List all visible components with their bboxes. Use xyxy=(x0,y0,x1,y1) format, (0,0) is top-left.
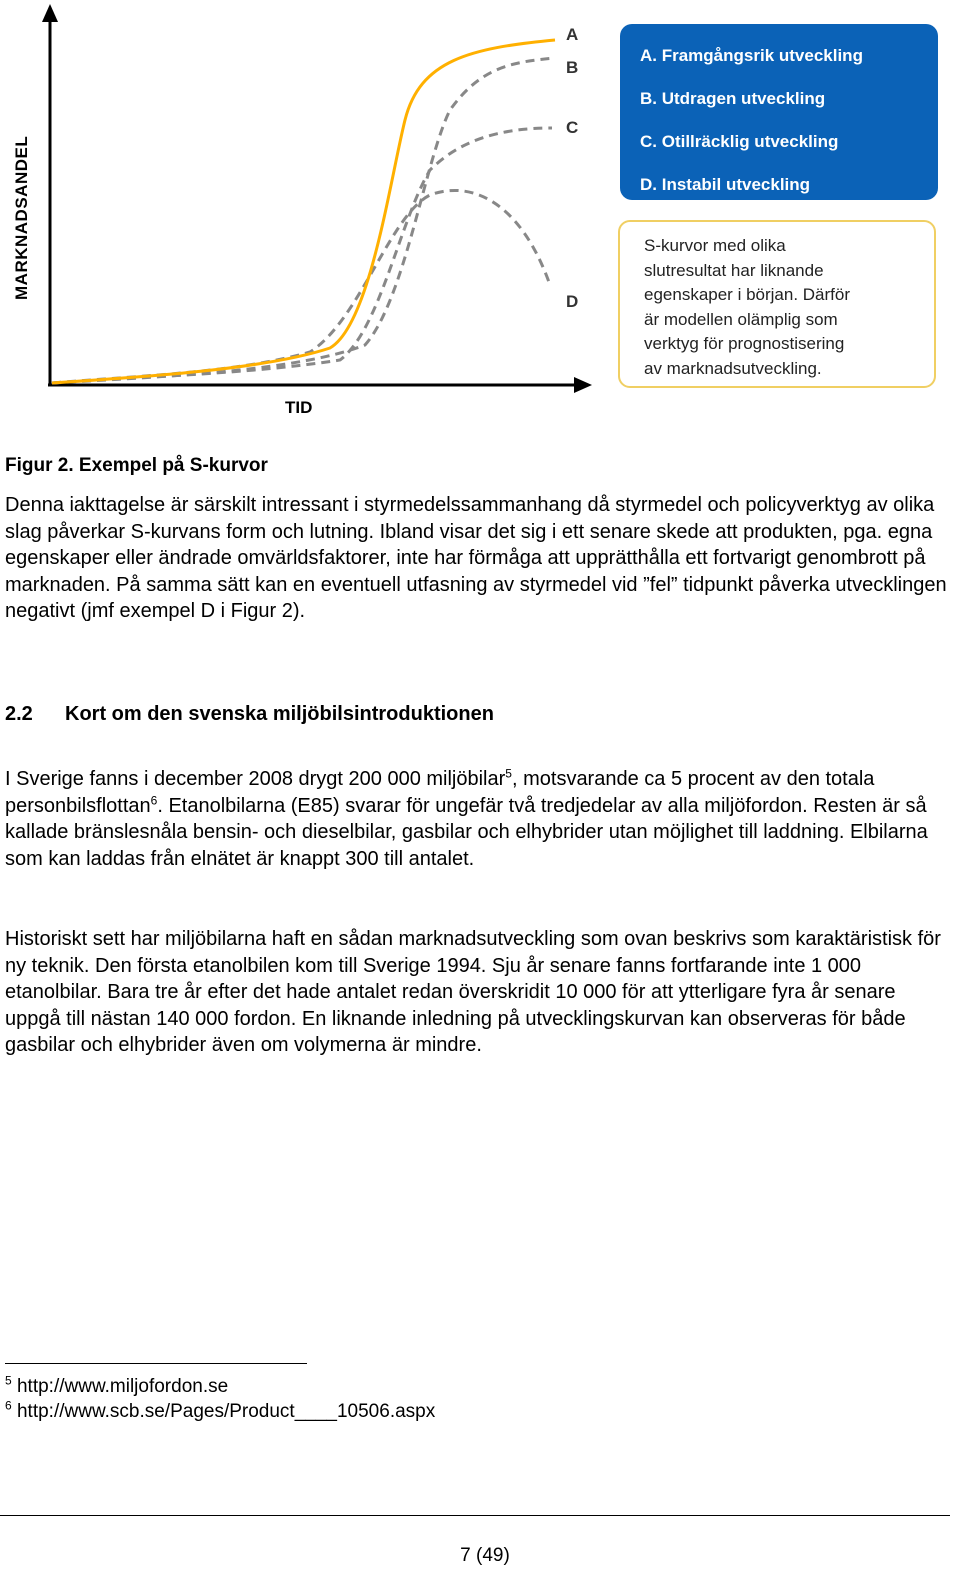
curve-label-b: B xyxy=(566,58,579,77)
curve-label-d: D xyxy=(566,292,579,311)
note-line: egenskaper i början. Därför xyxy=(644,285,851,304)
legend-item-b: B. Utdragen utveckling xyxy=(640,89,826,108)
paragraph-2-part-3: . Etanolbilarna (E85) svarar för ungefär två tredjedelar av alla miljöfordon. Resten är så kallade bränslesnåla bensin- och dieselbilar, gasbilar och elhybrider utan möjlighet till laddning. Elbilarna som kan laddas från elnätet är knappt 300 till antalet. xyxy=(5,794,928,870)
paragraph-2-part-1: I Sverige fanns i december 2008 drygt 200 000 miljöbilar xyxy=(5,768,506,790)
y-axis-arrow xyxy=(42,4,58,22)
footnote-ref-5: 5 xyxy=(505,766,512,781)
s-curve-figure xyxy=(0,0,960,430)
note-line: slutresultat har liknande xyxy=(644,260,824,280)
note-line: av marknadsutveckling. xyxy=(644,358,822,378)
note-line: S-kurvor med olika xyxy=(644,236,786,255)
footnote-5 xyxy=(5,1373,229,1398)
curve-label-a: A xyxy=(566,25,579,44)
curve-c xyxy=(52,128,552,383)
paragraph-2 xyxy=(5,766,950,872)
paragraph-3: Historiskt sett har miljöbilarna haft en sådan marknadsutveckling som ovan beskrivs som karaktäristisk för ny teknik. Den första etanolbilen kom till Sverige 1994. Sju år senare fanns fortfarande inte 1 000 etanolbilar. Bara tre år efter det hade antalet redan överskridit 10 000 för att ytterligare fyra år senare uppgå till nästan 140 000 fordon. En liknande inledning på utvecklingskurvan kan observeras för både gasbilar och elhybrider även om volymerna är mindre. xyxy=(5,928,941,1056)
legend-item-d: D. Instabil utveckling xyxy=(640,175,811,194)
note-line: är modellen olämplig som xyxy=(644,309,838,329)
curve-label-c: C xyxy=(566,118,579,137)
footnote-mark: 6 xyxy=(5,1398,12,1413)
curve-d xyxy=(52,190,550,383)
paragraph-2-part-2: , motsvarande ca 5 procent av den totala personbilsflottan xyxy=(5,768,875,817)
section-number: 2.2 xyxy=(5,703,33,725)
paragraph-1: Denna iakttagelse är särskilt intressant i styrmedelssammanhang då styrmedel och policyverktyg av olika slag påverkar S-kurvans form och lutning. Ibland visar det sig i ett senare skede att produkten, pga. egna egenskaper eller ändrade omvärldsfaktorer, inte har förmåga att upprätthålla ett fortvarigt genombrott på marknaden. På samma sätt kan en eventuell utfasning av styrmedel vid ”fel” tidpunkt påverka utvecklingen negativt (jmf exempel D i Figur 2). xyxy=(5,494,947,622)
footnote-6 xyxy=(5,1398,436,1423)
legend-item-c: C. Otillräcklig utveckling xyxy=(640,132,839,151)
legend-box xyxy=(620,24,938,200)
footnote-divider xyxy=(5,1363,307,1364)
x-axis-label: TID xyxy=(285,398,313,417)
section-title: Kort om den svenska miljöbilsintroduktionen xyxy=(65,703,494,725)
footnote-ref-6: 6 xyxy=(150,792,158,807)
footnote-mark: 5 xyxy=(5,1373,12,1388)
note-line: verktyg för prognostisering xyxy=(644,334,845,353)
y-axis-label: MARKNADSANDEL xyxy=(12,135,31,300)
curve-b xyxy=(52,58,555,383)
x-axis-arrow xyxy=(574,377,592,393)
page-divider xyxy=(0,1515,950,1516)
legend-item-a: A. Framgångsrik utveckling xyxy=(640,46,863,65)
footnote-link[interactable]: http://www.scb.se/Pages/Product____10506.aspx xyxy=(16,1401,436,1422)
curve-a xyxy=(52,40,555,383)
section-heading xyxy=(5,703,494,726)
figure-caption: Figur 2. Exempel på S-kurvor xyxy=(5,455,268,476)
page-number: 7 (49) xyxy=(460,1545,510,1566)
note-box xyxy=(618,220,936,388)
footnote-link[interactable]: http://www.miljofordon.se xyxy=(16,1376,229,1397)
